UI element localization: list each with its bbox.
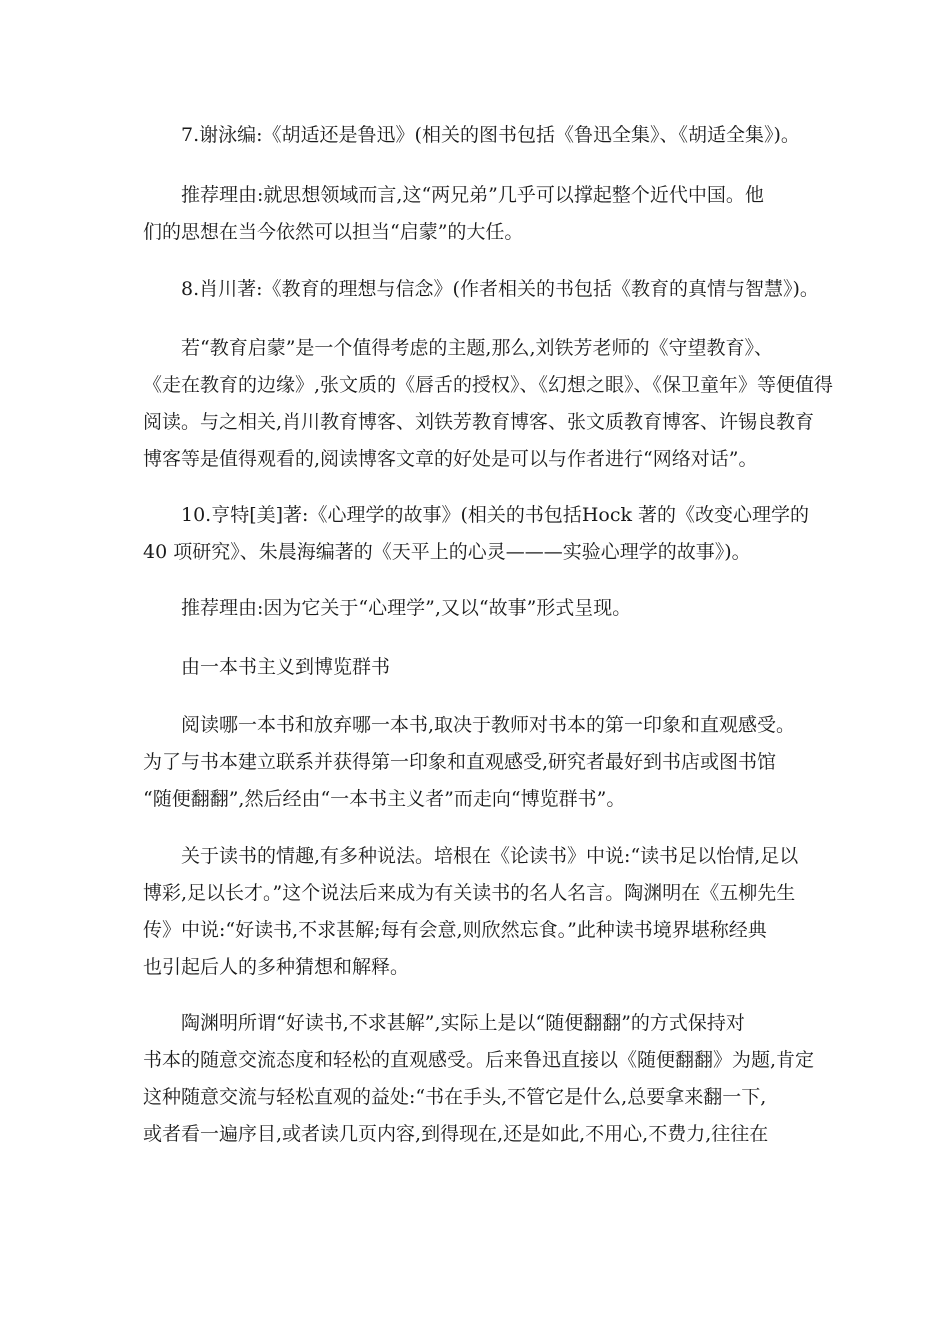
text-line: 阅读哪一本书和放弃哪一本书,取决于教师对书本的第一印象和直观感受。 [181,714,796,736]
text-line: 由一本书主义到博览群书 [181,656,391,678]
text-line: 7.谢泳编:《胡适还是鲁迅》(相关的图书包括《鲁迅全集》、《胡适全集》)。 [181,124,800,146]
paragraph-item-7 [143,117,823,154]
text-line: 阅读。与之相关,肖川教育博客、刘铁芳教育博客、张文质教育博客、许锡良教育 [143,411,815,433]
text-line: 书本的随意交流态度和轻松的直观感受。后来鲁迅直接以《随便翻翻》为题,肯定 [143,1049,815,1071]
text-line: 推荐理由:因为它关于“心理学”,又以“故事”形式呈现。 [181,597,632,619]
paragraph-education-enlightenment [143,330,834,478]
text-line: 《走在教育的边缘》,张文质的《唇舌的授权》、《幻想之眼》、《保卫童年》等便值得 [143,374,834,396]
paragraph-reading-interest [143,838,823,986]
text-line: 这种随意交流与轻松直观的益处:“书在手头,不管它是什么,总要拿来翻一下, [143,1086,767,1108]
paragraph-recommend-reason-1 [143,177,823,251]
text-line: 博彩,足以长才。”这个说法后来成为有关读书的名人名言。陶渊明在《五柳先生 [143,882,796,904]
paragraph-first-impression [143,707,823,818]
text-line: 8.肖川著:《教育的理想与信念》(作者相关的书包括《教育的真情与智慧》)。 [181,278,819,300]
text-line: 若“教育启蒙”是一个值得考虑的主题,那么,刘铁芳老师的《守望教育》、 [181,337,774,359]
text-line: “随便翻翻”,然后经由“一本书主义者”而走向“博览群书”。 [143,788,626,810]
text-line: 或者看一遍序目,或者读几页内容,到得现在,还是如此,不用心,不费力,往往在 [143,1123,769,1145]
text-line: 关于读书的情趣,有多种说法。培根在《论读书》中说:“读书足以怡情,足以 [181,845,799,867]
text-line: 10.亨特[美]著:《心理学的故事》(相关的书包括Hock 著的《改变心理学的 [181,504,810,526]
paragraph-item-8 [143,271,823,308]
text-line: 博客等是值得观看的,阅读博客文章的好处是可以与作者进行“网络对话”。 [143,448,758,470]
text-line: 为了与书本建立联系并获得第一印象和直观感受,研究者最好到书店或图书馆 [143,751,777,773]
paragraph-item-10 [143,497,823,571]
text-line: 传》中说:“好读书,不求甚解;每有会意,则欣然忘食。”此种读书境界堪称经典 [143,919,767,941]
text-line: 也引起后人的多种猜想和解释。 [143,956,410,978]
text-line: 40 项研究》、朱晨海编著的《天平上的心灵———实验心理学的故事》)。 [143,541,751,563]
text-line: 推荐理由:就思想领域而言,这“两兄弟”几乎可以撑起整个近代中国。他 [181,184,764,206]
text-line: 们的思想在当今依然可以担当“启蒙”的大任。 [143,221,524,243]
paragraph-recommend-reason-2 [143,590,823,627]
section-heading [143,649,823,686]
paragraph-tao-yuanming [143,1005,823,1153]
text-line: 陶渊明所谓“好读书,不求甚解”,实际上是以“随便翻翻”的方式保持对 [181,1012,745,1034]
